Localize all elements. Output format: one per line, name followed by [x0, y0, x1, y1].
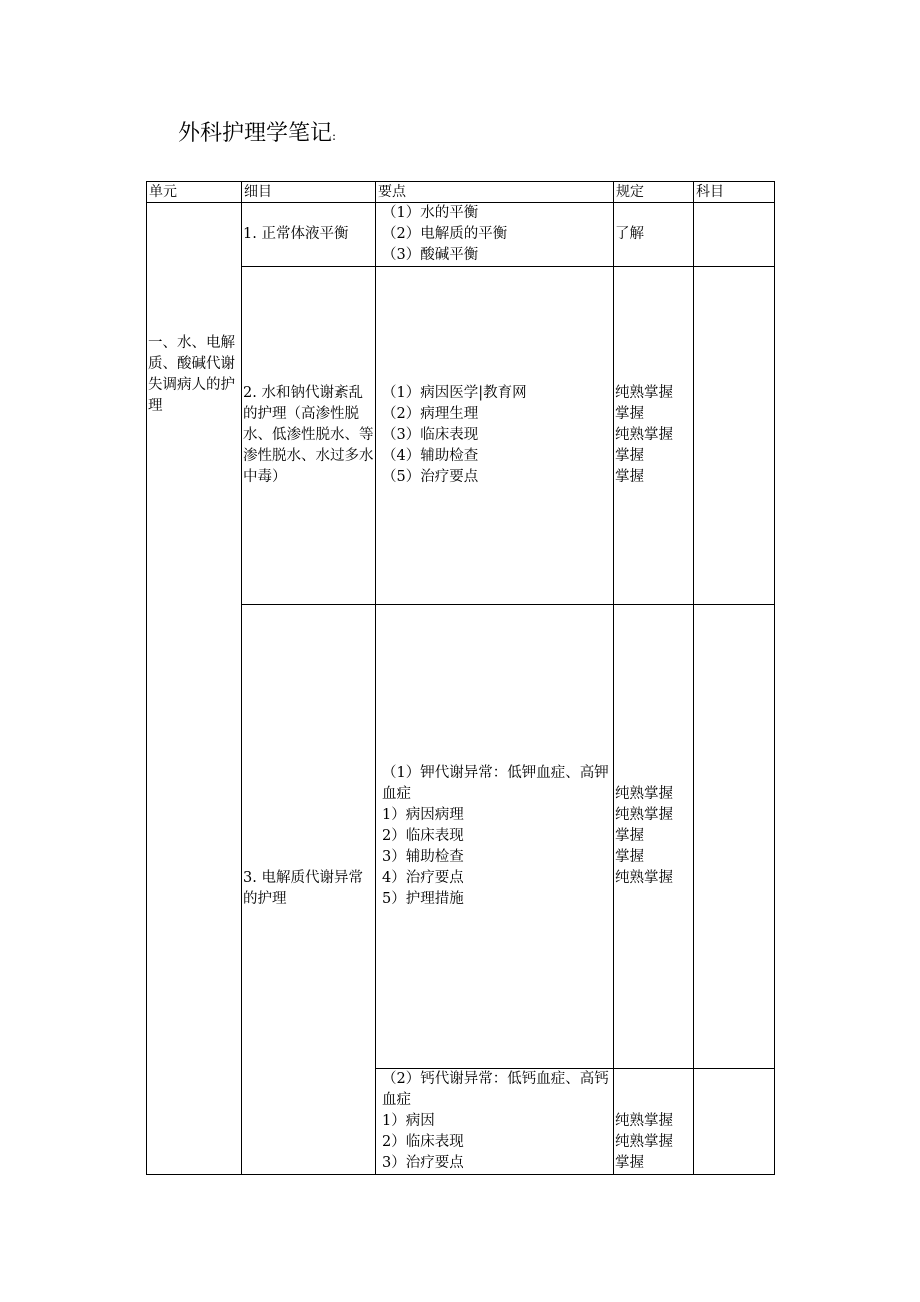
points-cell — [376, 1069, 614, 1175]
item-cell — [242, 605, 376, 1175]
requirement-line: 掌握 — [615, 828, 644, 844]
header-item: 细目 — [242, 182, 376, 203]
header-requirement: 规定 — [614, 182, 694, 203]
header-subject: 科目 — [694, 182, 775, 203]
table-row — [147, 605, 775, 1069]
item-label: 1. 正常体液平衡 — [243, 226, 349, 242]
requirement-line: 掌握 — [615, 849, 644, 865]
points-heading: （2）钙代谢异常：低钙血症、高钙血症 — [382, 1071, 609, 1108]
requirement-cell — [614, 267, 694, 605]
item-label: 2. 水和钠代谢紊乱的护理（高渗性脱水、低渗性脱水、等渗性脱水、水过多水中毒） — [243, 385, 374, 485]
points-cell — [376, 605, 614, 1069]
points-cell — [376, 203, 614, 267]
requirement-line: 了解 — [615, 226, 644, 242]
requirement-line: 纯熟掌握 — [615, 807, 673, 823]
item-label: 3. 电解质代谢异常的护理 — [243, 870, 363, 907]
table-row — [147, 203, 775, 267]
requirement-cell — [614, 203, 694, 267]
point-line: （2）病理生理 — [382, 406, 479, 422]
points-cell — [376, 267, 614, 605]
point-line: （4）辅助检查 — [382, 448, 479, 464]
point-line: 1）病因病理 — [382, 807, 464, 823]
requirement-line: 纯熟掌握 — [615, 1113, 673, 1129]
point-line: （1）病因医学|教育网 — [382, 385, 527, 401]
point-line: 3）治疗要点 — [382, 1155, 464, 1171]
unit-label: 一、水、电解质、酸碱代谢失调病人的护理 — [148, 335, 235, 414]
table-header-row — [147, 182, 775, 203]
subject-cell — [694, 1069, 775, 1175]
requirement-line: 掌握 — [615, 406, 644, 422]
point-line: （3）酸碱平衡 — [382, 247, 479, 263]
header-points: 要点 — [376, 182, 614, 203]
point-line: 2）临床表现 — [382, 828, 464, 844]
point-line: 2）临床表现 — [382, 1134, 464, 1150]
subject-cell — [694, 605, 775, 1069]
requirement-cell — [614, 1069, 694, 1175]
point-line: （2）电解质的平衡 — [382, 226, 508, 242]
requirement-line: 纯熟掌握 — [615, 1134, 673, 1150]
page-title — [178, 118, 336, 152]
requirement-cell — [614, 605, 694, 1069]
point-line: 5）护理措施 — [382, 891, 464, 907]
page-title-text: 外科护理学笔记 — [178, 121, 333, 146]
requirement-line: 掌握 — [615, 448, 644, 464]
point-line: 1）病因 — [382, 1113, 435, 1129]
subject-cell — [694, 203, 775, 267]
item-cell — [242, 203, 376, 267]
item-cell — [242, 267, 376, 605]
header-unit: 单元 — [147, 182, 242, 203]
point-line: 4）治疗要点 — [382, 870, 464, 886]
point-line: （3）临床表现 — [382, 427, 479, 443]
syllabus-table — [146, 181, 775, 1175]
requirement-line: 纯熟掌握 — [615, 870, 673, 886]
requirement-line: 纯熟掌握 — [615, 385, 673, 401]
page-title-colon: : — [332, 129, 337, 143]
point-line: （5）治疗要点 — [382, 469, 479, 485]
table-row — [147, 267, 775, 605]
requirement-line: 掌握 — [615, 1155, 644, 1171]
point-line: 3）辅助检查 — [382, 849, 464, 865]
subject-cell — [694, 267, 775, 605]
points-heading: （1）钾代谢异常：低钾血症、高钾血症 — [382, 765, 609, 802]
point-line: （1）水的平衡 — [382, 205, 479, 221]
requirement-line: 纯熟掌握 — [615, 427, 673, 443]
requirement-line: 掌握 — [615, 469, 644, 485]
unit-cell — [147, 203, 242, 1175]
requirement-line: 纯熟掌握 — [615, 786, 673, 802]
